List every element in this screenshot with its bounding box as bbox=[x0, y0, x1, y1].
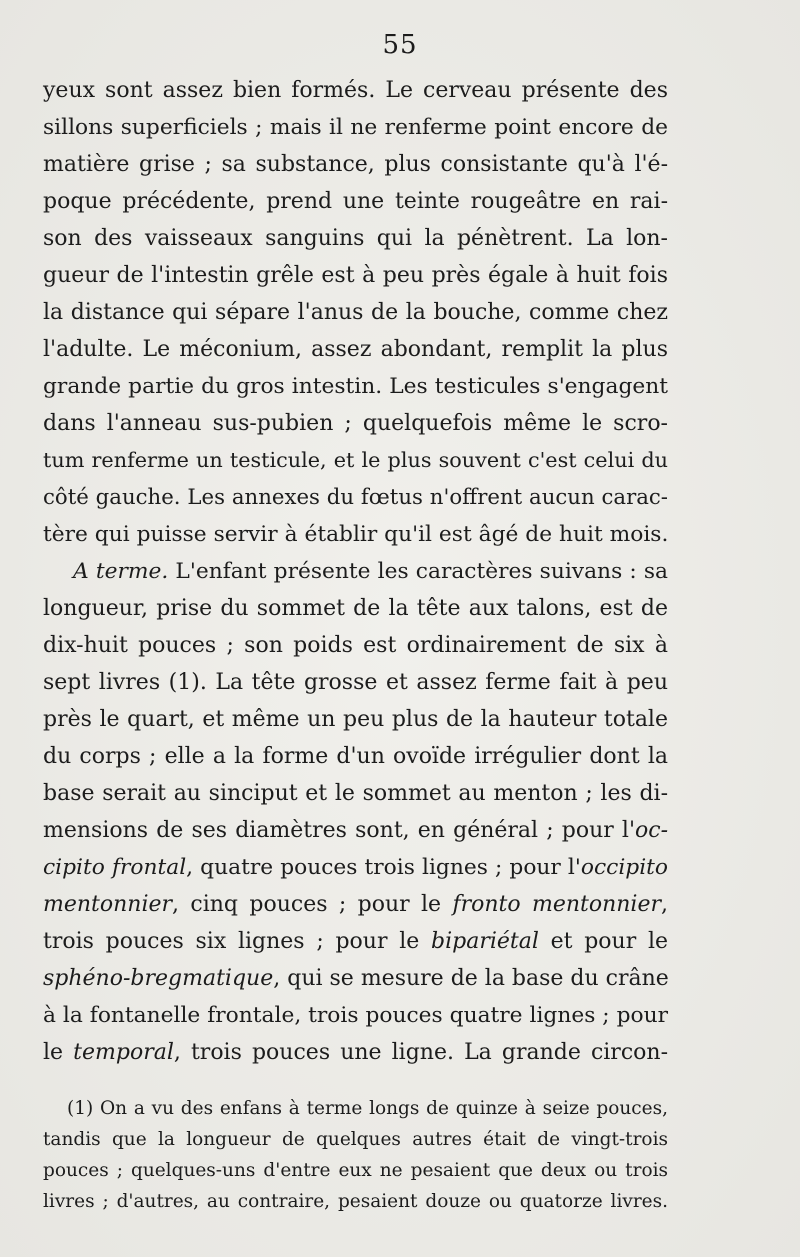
body-line bbox=[43, 442, 668, 479]
body-line bbox=[43, 960, 668, 997]
text-run: son des vaisseaux sanguins qui la pénètrent. La lon- bbox=[43, 226, 668, 251]
body-line bbox=[43, 1034, 668, 1071]
body-line bbox=[43, 664, 668, 701]
body-line bbox=[43, 479, 668, 516]
italic-run: mentonnier bbox=[43, 892, 173, 917]
text-run: près le quart, et même un peu plus de la hauteur totale bbox=[43, 707, 668, 732]
italic-run: fronto mentonnier bbox=[452, 892, 662, 917]
text-run: dix-huit pouces ; son poids est ordinairement de six à bbox=[43, 633, 668, 658]
text-run: longueur, prise du sommet de la tête aux talons, est de bbox=[43, 596, 668, 621]
text-run: , trois pouces une ligne. La grande circon- bbox=[173, 1040, 668, 1065]
italic-run: cipito frontal bbox=[43, 855, 187, 880]
body-line bbox=[43, 294, 668, 331]
text-run: l'adulte. Le méconium, assez abondant, remplit la plus bbox=[43, 337, 668, 362]
text-run: à la fontanelle frontale, trois pouces quatre lignes ; pour bbox=[43, 1003, 668, 1028]
text-run: L'enfant présente les caractères suivans : sa bbox=[168, 559, 668, 584]
text-run: sept livres (1). La tête grosse et assez ferme fait à peu bbox=[43, 670, 668, 695]
footnote-line: pouces ; quelques-uns d'entre eux ne pesaient que deux ou trois bbox=[43, 1160, 668, 1181]
text-run: matière grise ; sa substance, plus consistante qu'à l'é- bbox=[43, 152, 668, 177]
body-line bbox=[43, 886, 668, 923]
text-run: tum renferme un testicule, et le plus souvent c'est celui du bbox=[43, 448, 668, 472]
text-run: trois pouces six lignes ; pour le bbox=[43, 929, 431, 954]
body-line bbox=[43, 331, 668, 368]
body-text bbox=[43, 72, 668, 1071]
body-line bbox=[43, 146, 668, 183]
text-run: le bbox=[43, 1040, 74, 1065]
body-line bbox=[43, 997, 668, 1034]
text-run: base serait au sinciput et le sommet au menton ; les di- bbox=[43, 781, 668, 806]
body-line bbox=[43, 72, 668, 109]
body-line bbox=[43, 923, 668, 960]
text-run: , qui se mesure de la base du crâne bbox=[273, 966, 669, 991]
italic-run: A terme. bbox=[73, 559, 169, 584]
body-line bbox=[43, 812, 668, 849]
text-run: , bbox=[661, 892, 669, 917]
italic-run: sphéno-bregmatique bbox=[43, 966, 274, 991]
body-line bbox=[43, 775, 668, 812]
body-line bbox=[43, 553, 668, 590]
body-line bbox=[43, 405, 668, 442]
text-run: , quatre pouces trois lignes ; pour l' bbox=[186, 855, 581, 880]
footnote-line: tandis que la longueur de quelques autres était de vingt-trois bbox=[43, 1129, 668, 1150]
text-run: mensions de ses diamètres sont, en général ; pour l' bbox=[43, 818, 635, 843]
footnote bbox=[43, 1093, 668, 1217]
italic-run: bipariétal bbox=[431, 929, 539, 954]
text-run: et pour le bbox=[538, 929, 668, 954]
text-run: tère qui puisse servir à établir qu'il est âgé de huit mois. bbox=[43, 522, 669, 547]
italic-run: occipito bbox=[580, 855, 668, 880]
text-run: dans l'anneau sus-pubien ; quelquefois même le scro- bbox=[43, 411, 668, 436]
body-line bbox=[43, 220, 668, 257]
body-line bbox=[43, 183, 668, 220]
page-number: 55 bbox=[382, 30, 418, 60]
body-line bbox=[43, 109, 668, 146]
body-line bbox=[43, 849, 668, 886]
text-run: poque précédente, prend une teinte rougeâtre en rai- bbox=[43, 189, 668, 214]
body-line bbox=[43, 701, 668, 738]
text-run: la distance qui sépare l'anus de la bouche, comme chez bbox=[43, 300, 668, 325]
text-run: yeux sont assez bien formés. Le cerveau présente des bbox=[43, 78, 668, 103]
body-line bbox=[43, 590, 668, 627]
footnote-line: (1) On a vu des enfans à terme longs de quinze à seize pouces, bbox=[67, 1098, 668, 1119]
text-run: grande partie du gros intestin. Les testicules s'engagent bbox=[43, 374, 668, 399]
body-line bbox=[43, 738, 668, 775]
text-run: , cinq pouces ; pour le bbox=[172, 892, 453, 917]
text-run: côté gauche. Les annexes du fœtus n'offrent aucun carac- bbox=[43, 485, 668, 510]
body-line bbox=[43, 516, 668, 553]
body-line bbox=[43, 627, 668, 664]
footnote-line: livres ; d'autres, au contraire, pesaient douze ou quatorze livres. bbox=[43, 1191, 668, 1212]
text-run: du corps ; elle a la forme d'un ovoïde irrégulier dont la bbox=[43, 744, 668, 769]
body-line bbox=[43, 368, 668, 405]
italic-run: oc- bbox=[635, 818, 668, 843]
text-run: sillons superficiels ; mais il ne renferme point encore de bbox=[43, 115, 668, 140]
text-run: gueur de l'intestin grêle est à peu près égale à huit fois bbox=[43, 263, 668, 288]
body-line bbox=[43, 257, 668, 294]
italic-run: temporal bbox=[73, 1040, 174, 1065]
